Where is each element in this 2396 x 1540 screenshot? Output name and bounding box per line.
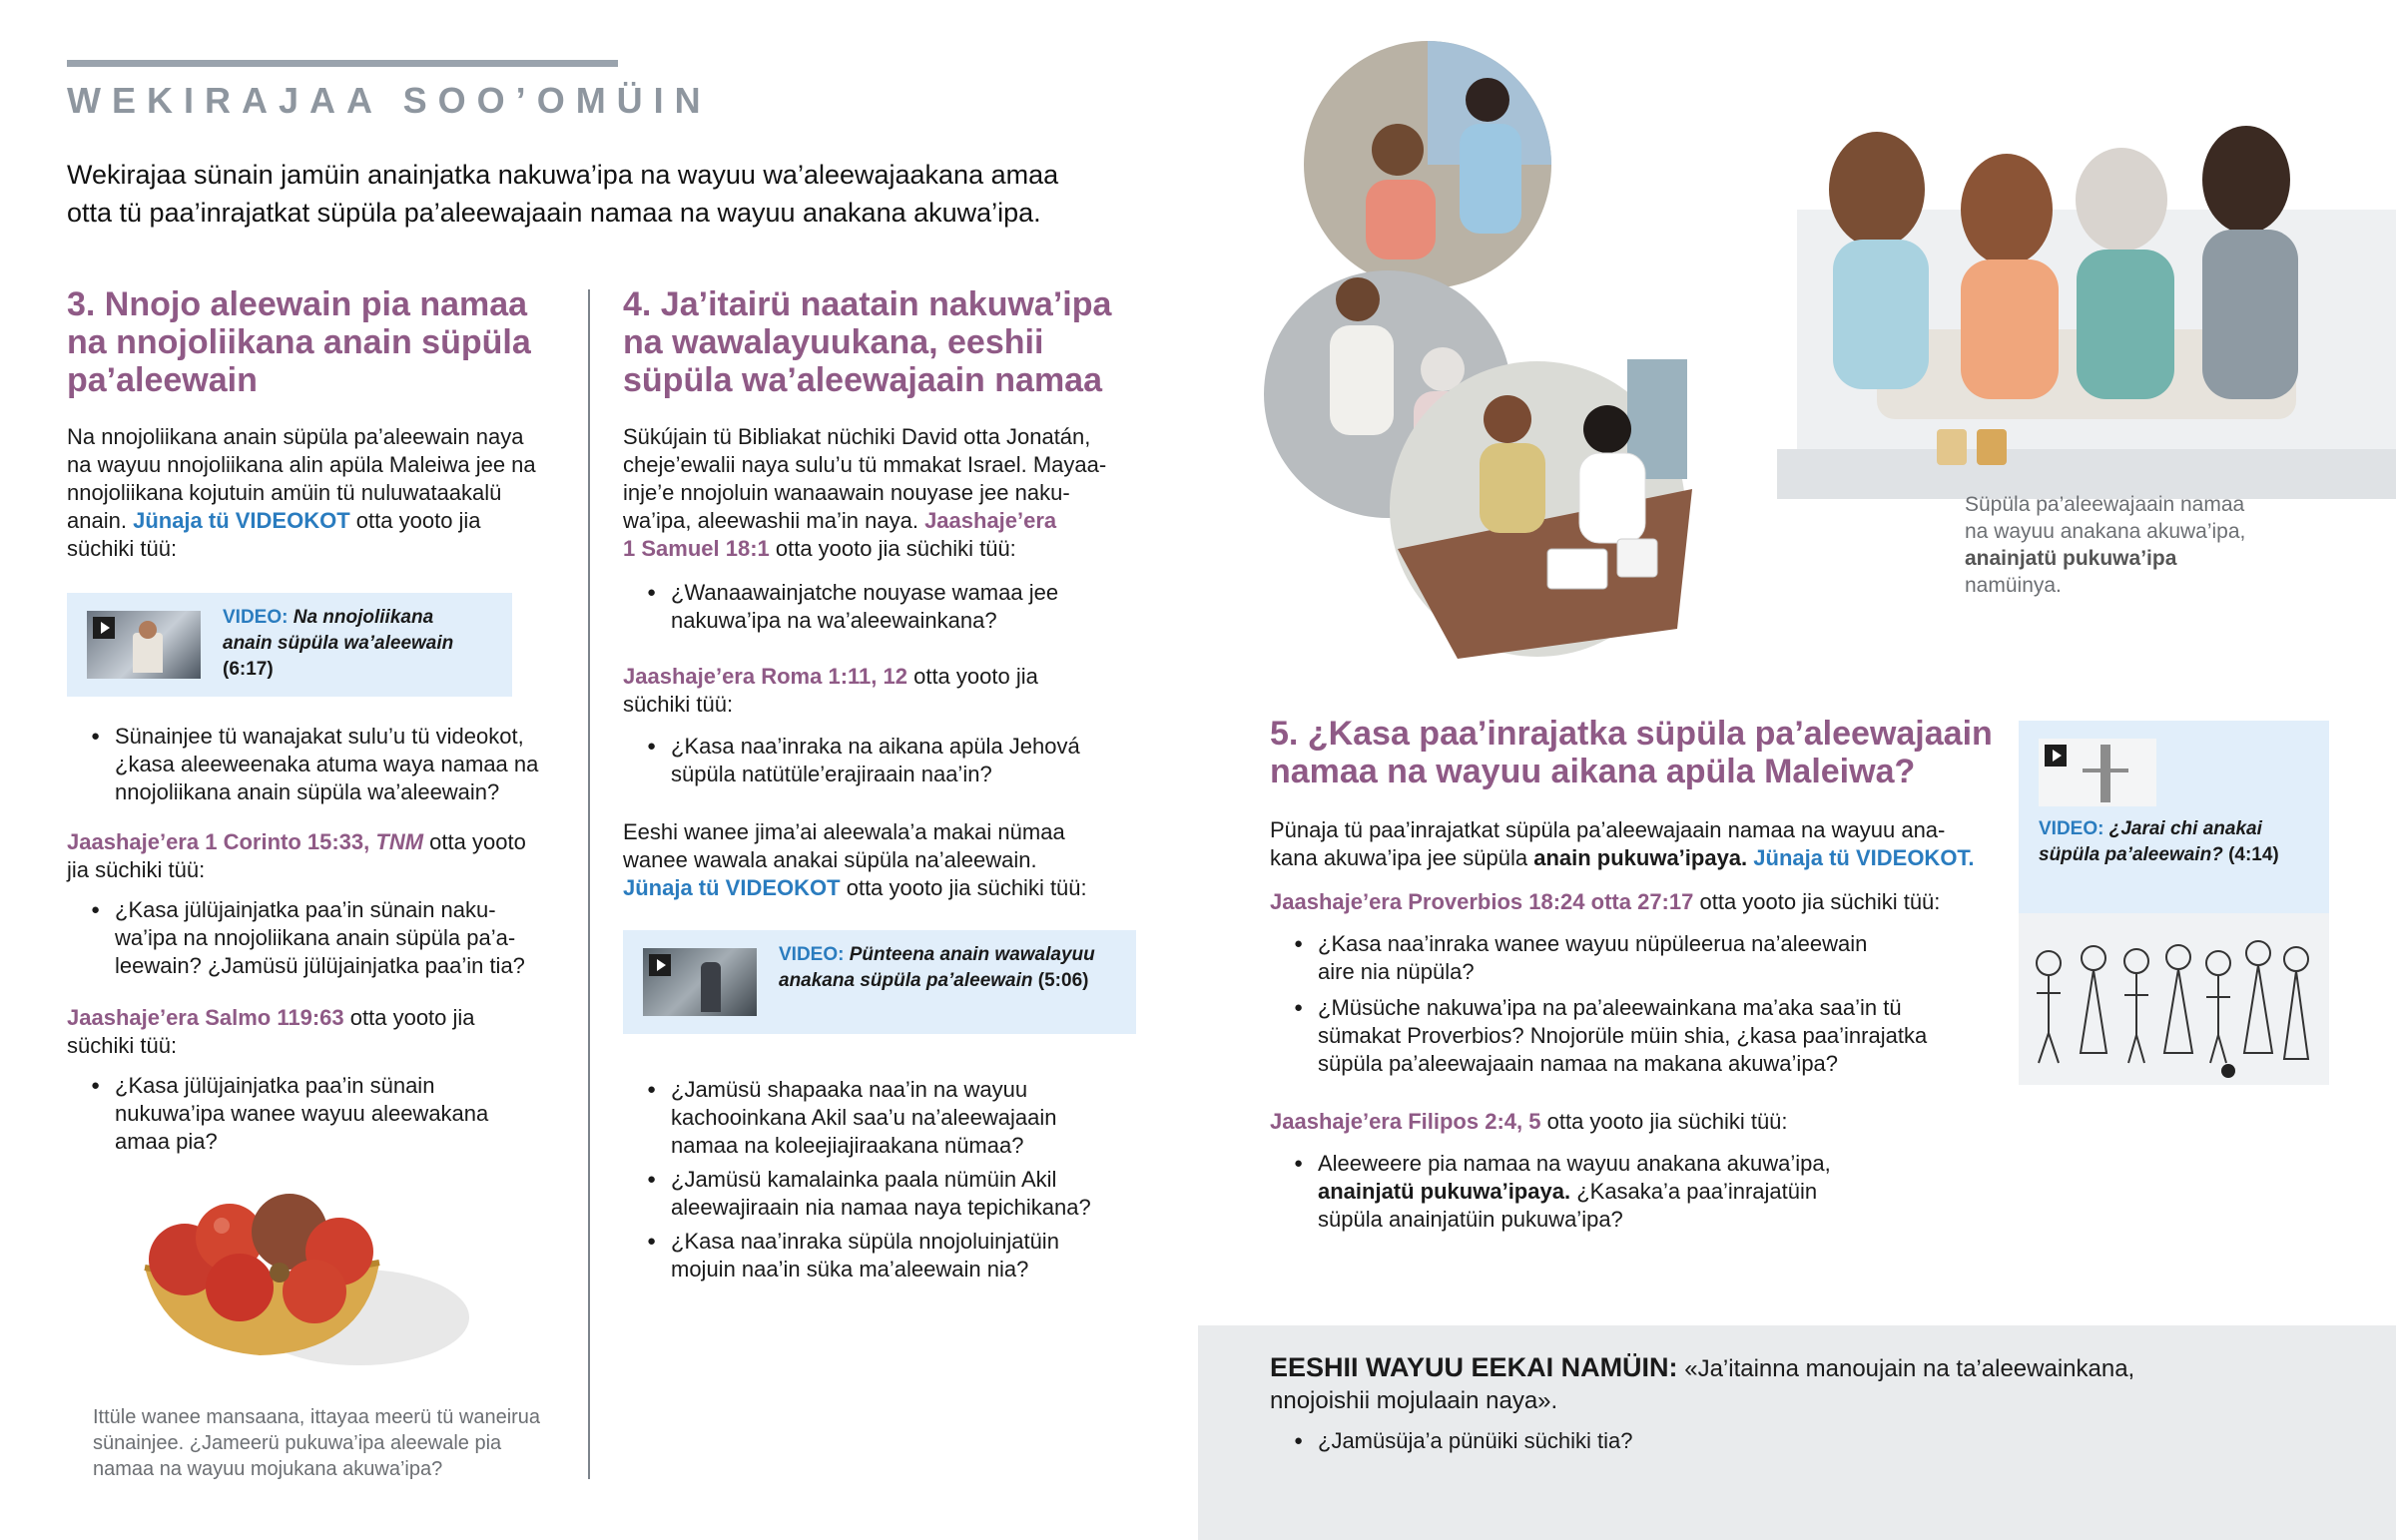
- para-line: nnojoliikana kojutuin amüin tü nuluwataakalü: [67, 480, 502, 505]
- question-list: [623, 579, 1192, 635]
- question-list: [67, 896, 586, 980]
- header-rule: [67, 60, 618, 67]
- question-list: [1270, 1150, 2009, 1234]
- section-4-title: 4. Ja’itairü naatain nakuwa’ipa na wawalayuukana, eeshii süpüla wa’aleewajaain namaa: [623, 285, 1112, 399]
- scripture-prompt: Jaashaje’era 1 Corinto 15:33, TNM otta yooto jia süchiki tüü:: [67, 829, 526, 882]
- people-sketch-illustration: [2019, 913, 2329, 1085]
- video-label: VIDEO: Pünteena anain wawalayuu anakana süpüla pa’aleewain (5:06): [779, 944, 1095, 991]
- intro-line: otta tü paa’inrajatkat süpüla pa’aleewajaain namaa na wayuu anakana akuwa’ipa.: [67, 198, 1041, 228]
- kicker-title: WEKIRAJAA SOO’OMÜIN: [67, 80, 712, 121]
- question-list: [623, 1076, 1192, 1283]
- list-item: ● Sünainjee tü wanajakat sulu’u tü videokot, ¿kasa aleeweenaka atuma waya namaa na nnojoliikana anain süpüla wa’aleewain?: [67, 723, 586, 806]
- scripture-link[interactable]: Jaashaje’era: [924, 508, 1057, 533]
- question-list: [67, 1072, 586, 1156]
- scripture-link[interactable]: Jaashaje’era 1 Corinto 15:33,: [67, 829, 370, 854]
- thumbnail-person: [701, 962, 721, 1012]
- section-4-paragraph-2: Eeshi wanee jima’ai aleewala’a makai nümaa wanee wawala anakai süpüla na’aleewain. Jünaja tü VIDEOKOT otta yooto jia süchiki tüü:: [623, 819, 1087, 900]
- scripture-prompt: Jaashaje’era Salmo 119:63 otta yooto jia süchiki tüü:: [67, 1005, 475, 1058]
- list-item: ● ¿Wanaawainjatche nouyase wamaa jee nakuwa’ipa na wa’aleewainkana?: [623, 579, 1192, 635]
- scripture-link[interactable]: Jaashaje’era Roma 1:11, 12: [623, 664, 907, 689]
- intro-line: Wekirajaa sünain jamüin anainjatka nakuwa’ipa na wayuu wa’aleewajaakana amaa: [67, 160, 1059, 190]
- video-label: VIDEO: ¿Jarai chi anakai süpüla pa’aleewain? (4:14): [2039, 818, 2279, 865]
- bottom-quote: EESHII WAYUU EEKAI NAMÜIN: «Ja’itainna manoujain na ta’aleewainkana, nnojoishii mojulaain naya». ● ¿Jamüsüja’a pünüiki süchiki tia?: [1270, 1351, 2328, 1455]
- scripture-prompt: Jaashaje’era Roma 1:11, 12 otta yooto jia süchiki tüü:: [623, 664, 1038, 717]
- thumbnail-head: [139, 621, 157, 639]
- scripture-link[interactable]: Jaashaje’era Proverbios 18:24 otta 27:17: [1270, 889, 1694, 914]
- list-item: ● Aleeweere pia namaa na wayuu anakana akuwa’ipa, anainjatü pukuwa’ipaya. ¿Kasaka’a paa’inrajatüin süpüla anainjatüin pukuwa’ipa?: [1270, 1150, 2009, 1234]
- play-icon[interactable]: [93, 617, 115, 639]
- para-line: Na nnojoliikana anain süpüla pa’aleewain naya: [67, 424, 524, 449]
- column-divider: [588, 289, 590, 1479]
- scripture-link[interactable]: 1 Samuel 18:1: [623, 536, 770, 561]
- list-item: ● ¿Kasa naa’inraka na aikana apüla Jehová süpüla natütüle’erajiraain naa’in?: [623, 733, 1192, 788]
- video-thumbnail[interactable]: [87, 611, 201, 679]
- apple-basket-illustration: [130, 1168, 479, 1382]
- video-link-box[interactable]: [623, 930, 1136, 1034]
- play-icon[interactable]: [649, 954, 671, 976]
- intro-text: [67, 156, 1145, 232]
- thumbnail-branch: [2083, 769, 2128, 772]
- video-link-box[interactable]: [67, 593, 512, 697]
- thumbnail-tree: [2100, 745, 2110, 802]
- section-3-title: [67, 285, 586, 399]
- title-line: pa’aleewain: [67, 361, 258, 399]
- video-label: VIDEO: Na nnojoliikana anain süpüla wa’aleewain (6:17): [223, 607, 454, 680]
- list-item: ● ¿Müsüche nakuwa’ipa na pa’aleewainkana ma’aka saa’in tü sümakat Proverbios? Nnojorüle müin shia, ¿kasa paa’inrajatka süpüla pa’aleewajaain namaa na makana akuwa’ipa?: [1270, 994, 2009, 1078]
- question-list: [1270, 930, 2009, 1078]
- para-line: na wayuu nnojoliikana alin apüla Maleiwa jee na: [67, 452, 536, 477]
- video-link[interactable]: Jünaja tü VIDEOKOT: [133, 508, 350, 533]
- list-item: ● ¿Kasa jülüjainjatka paa’in sünain naku- wa’ipa na nnojoliikana anain süpüla pa’a- leewain? ¿Jamüsü jülüjainjatka paa’in tia?: [67, 896, 586, 980]
- thumbnail-person: [133, 633, 163, 673]
- video-link[interactable]: Jünaja tü VIDEOKOT.: [1753, 845, 1975, 870]
- list-item: ● ¿Jamüsü shapaaka naa’in na wayuu kachooinkana Akil saa’u na’aleewajaain namaa na koleejiajiraakana nümaa?: [623, 1076, 1192, 1160]
- scripture-link[interactable]: Jaashaje’era Filipos 2:4, 5: [1270, 1109, 1541, 1134]
- apple-caption: Ittüle wanee mansaana, ittayaa meerü tü waneirua sünainjee. ¿Jameerü pukuwa’ipa aleewale pia namaa na wayuu mojukana akuwa’ipa?: [93, 1406, 541, 1480]
- illustration-caption: Süpüla pa’aleewajaain namaa na wayuu anakana akuwa’ipa, anainjatü pukuwa’ipa namüinya.: [1965, 493, 2246, 597]
- title-line: 3. Nnojo aleewain pia namaa: [67, 285, 528, 323]
- section-3-paragraph: [67, 423, 586, 563]
- list-item: ● ¿Kasa jülüjainjatka paa’in sünain nukuwa’ipa wanee wayuu aleewakana amaa pia?: [67, 1072, 586, 1156]
- list-item: ● ¿Jamüsü kamalainka paala nümüin Akil aleewajiraain nia namaa naya tepichikana?: [623, 1166, 1192, 1222]
- list-item: ● ¿Kasa naa’inraka süpüla nnojoluinjatüin mojuin naa’in süka ma’aleewain nia?: [623, 1228, 1192, 1283]
- scripture-link[interactable]: Jaashaje’era Salmo 119:63: [67, 1005, 344, 1030]
- section-5-paragraph: Pünaja tü paa’inrajatkat süpüla pa’aleewajaain namaa na wayuu ana- kana akuwa’ipa jee süpüla anain pukuwa’ipaya. Jünaja tü VIDEOKOT.: [1270, 817, 1975, 870]
- video-link[interactable]: Jünaja tü VIDEOKOT: [623, 875, 841, 900]
- scripture-prompt: Jaashaje’era Proverbios 18:24 otta 27:17 otta yooto jia süchiki tüü:: [1270, 889, 1941, 914]
- para-line: anain. Jünaja tü VIDEOKOT otta yooto jia: [67, 508, 481, 533]
- question-list: [67, 723, 586, 806]
- question-list: [623, 733, 1192, 788]
- video-thumbnail[interactable]: [2039, 739, 2156, 806]
- play-icon[interactable]: [2045, 745, 2067, 767]
- section-5-title: 5. ¿Kasa paa’inrajatka süpüla pa’aleewajaain namaa na wayuu aikana apüla Maleiwa?: [1270, 715, 1993, 790]
- video-thumbnail[interactable]: [643, 948, 757, 1016]
- scripture-prompt: Jaashaje’era Filipos 2:4, 5 otta yooto jia süchiki tüü:: [1270, 1109, 1788, 1134]
- list-item: ● ¿Jamüsüja’a pünüiki süchiki tia?: [1270, 1427, 2328, 1455]
- title-line: na nnojoliikana anain süpüla: [67, 323, 531, 361]
- para-line: süchiki tüü:: [67, 536, 178, 561]
- section-4-paragraph: Sükújain tü Bibliakat nüchiki David otta Jonatán, cheje’ewalii naya sulu’u tü mmakat Israel. Mayaa- inje’e nnojoluin wanaawain nouyase jee naku- wa’ipa, aleewashii ma’in naya. Jaashaje’era 1 Samuel 18:1 otta yooto jia süchiki tüü:: [623, 424, 1107, 561]
- scripture-link-abbr[interactable]: TNM: [375, 829, 424, 854]
- list-item: ● ¿Kasa naa’inraka wanee wayuu nüpüleerua na’aleewain aire nia nüpüla?: [1270, 930, 2009, 986]
